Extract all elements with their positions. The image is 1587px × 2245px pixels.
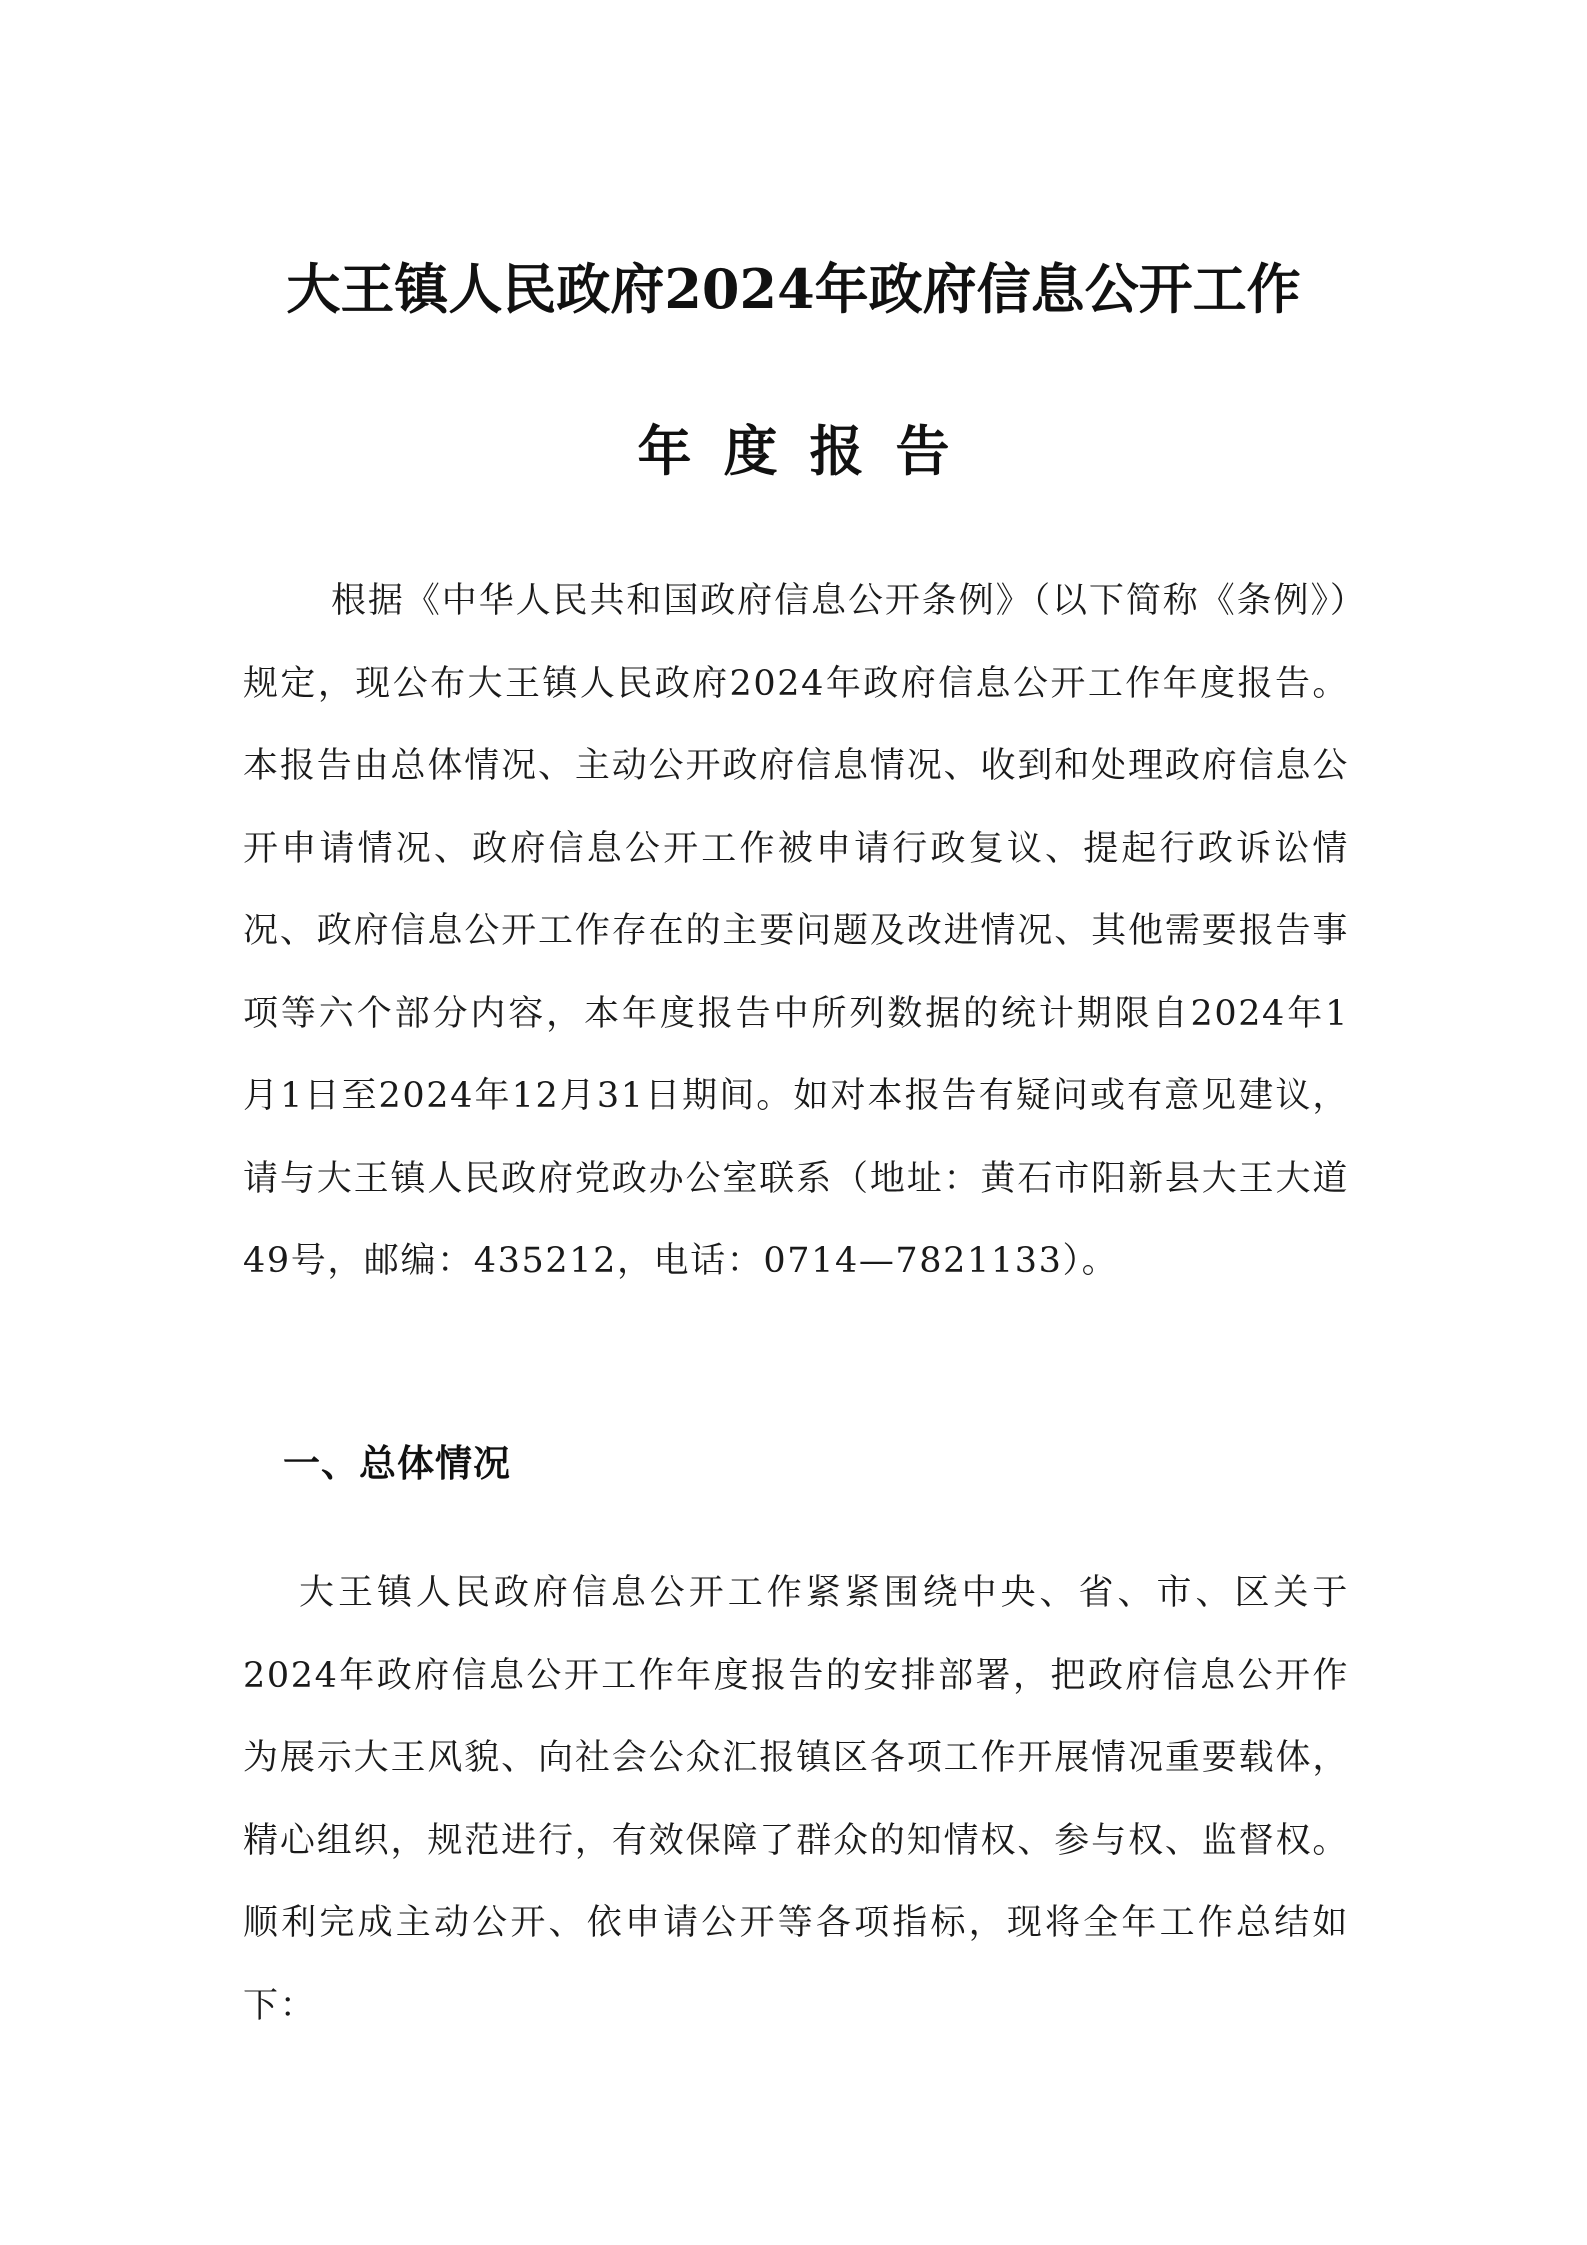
intro-section bbox=[243, 560, 1349, 1303]
report-title-line-1: 大王镇人民政府2024年政府信息公开工作 bbox=[286, 257, 1301, 321]
report-title-line-2: 年度报告 bbox=[637, 419, 982, 483]
section-1-heading: 一、总体情况 bbox=[283, 1442, 511, 1485]
section-1-paragraph: 大王镇人民政府信息公开工作紧紧围绕中央、省、市、区关于2024年政府信息公开工作年度报告的安排部署，把政府信息公开作为展示大王风貌、向社会公众汇报镇区各项工作开展情况重要载体，精心组织，规范进行，有效保障了群众的知情权、参与权、监督权。顺利完成主动公开、依申请公开等各项指标，现将全年工作总结如下： bbox=[243, 1573, 1349, 2026]
intro-paragraph: 根据《中华人民共和国政府信息公开条例》（以下简称《条例》）规定，现公布大王镇人民政府2024年政府信息公开工作年度报告。本报告由总体情况、主动公开政府信息情况、收到和处理政府信息公开申请情况、政府信息公开工作被申请行政复议、提起行政诉讼情况、政府信息公开工作存在的主要问题及改进情况、其他需要报告事项等六个部分内容，本年度报告中所列数据的统计期限自2024年1月1日至2024年12月31日期间。如对本报告有疑问或有意见建议，请与大王镇人民政府党政办公室联系（地址：黄石市阳新县大王大道49号，邮编：435212，电话：0714—7821133）。 bbox=[243, 581, 1349, 1281]
section-1-body bbox=[243, 1552, 1349, 2047]
